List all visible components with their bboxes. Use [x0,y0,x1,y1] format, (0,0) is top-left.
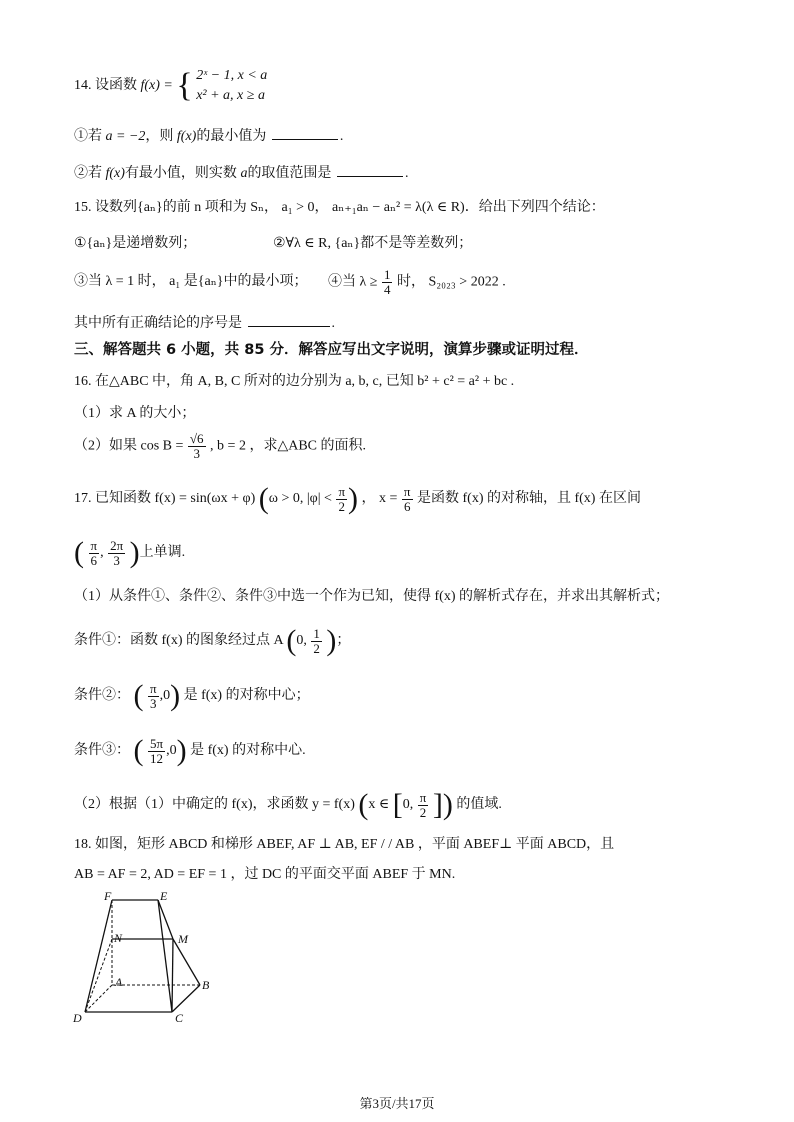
q17-part1: （1）从条件①、条件②、条件③中选一个作为已知，使得 f(x) 的解析式存在，并求出其解析式； [74,589,669,604]
geometry-figure [68,888,228,1028]
label-A: A [115,975,123,989]
q16-part2: （2）如果 cos B = $\frac{√6}{3}$ , b = 2 ，求△ABC 的面积. [74,431,366,461]
label-C: C [175,1011,184,1025]
section-heading: 三、解答题共 6 小题，共 85 分．解答应写出文字说明，演算步骤或证明过程． [74,342,589,358]
q15-option-4: ④当 λ ≥ $\frac{1}{4}$ 时， S₂₀₂₃ > 2022 . [328,267,506,297]
answer-blank [337,162,403,177]
q18-stem: 18. 如图，矩形 ABCD 和梯形 ABEF, AF ⊥ AB, EF / / AB ，平面 ABEF⊥ 平面 ABCD，且 [74,837,615,852]
q17-interval: ( $\frac{\pi}{6}$ , $\frac{2\pi}{3}$ )上单调. [74,536,186,569]
answer-blank [272,125,338,140]
q15-option-2: ②∀λ ∈ R, {aₙ}都不是等差数列； [273,236,473,251]
label-D: D [73,1011,82,1025]
q18-stem-2: AB = AF = 2, AD = EF = 1 ，过 DC 的平面交平面 ABEF 于 MN. [74,867,456,882]
q15-stem: 15. 设数列{aₙ}的前 n 项和为 Sₙ， a₁ > 0， aₙ₊₁aₙ − aₙ² = λ(λ ∈ R)．给出下列四个结论： [74,200,605,215]
q14-stem: 14. 设函数 f(x) = { 2ˣ − 1, x < a x² + a, x ≥ a [74,67,268,104]
q14-part1: ①若 a = −2，则 f(x)的最小值为 . [74,125,343,147]
q14-part2: ②若 f(x)有最小值，则实数 a的取值范围是 . [74,162,408,184]
q14-case1: 2ˣ − 1, x < a [196,68,268,83]
q15-option-1: ①{aₙ}是递增数列； [74,236,197,251]
q14-case2: x² + a, x ≥ a [196,88,265,103]
q16-part1: （1）求 A 的大小； [74,406,196,421]
label-E: E [160,889,168,903]
label-N: N [114,931,123,945]
label-B: B [202,978,210,992]
q17-condition-1: 条件①：函数 f(x) 的图象经过点 A (0, $\frac{1}{2}$ )； [74,624,351,657]
q17-part2: （2）根据（1）中确定的 f(x)，求函数 y = f(x) (x ∈ [0, $\frac{\pi}{2}$ ]) 的值域. [74,788,502,821]
q15-ask: 其中所有正确结论的序号是 . [74,312,335,334]
q15-option-3: ③当 λ = 1 时， a₁ 是{aₙ}中的最小项； [74,274,308,289]
answer-blank [248,312,330,327]
q17-condition-3: 条件③： ( $\frac{5\pi}{12}$ ,0) 是 f(x) 的对称中心. [74,734,306,767]
label-M: M [178,932,188,946]
q16-stem: 16. 在△ABC 中，角 A, B, C 所对的边分别为 a, b, c, 已知 b² + c² = a² + bc . [74,374,515,389]
q17-stem: 17. 已知函数 f(x) = sin(ωx + φ) (ω > 0, |φ| < $\frac{\pi}{2}$ ) ， x = $\frac{\pi}{6}$ 是函数 f(x) 的对称轴，且 f(x) 在区间 [74,482,641,515]
label-F: F [104,889,112,903]
page-footer: 第3页/共17页 [359,1096,435,1111]
q17-condition-2: 条件②： ( $\frac{\pi}{3}$ ,0) 是 f(x) 的对称中心； [74,679,310,712]
